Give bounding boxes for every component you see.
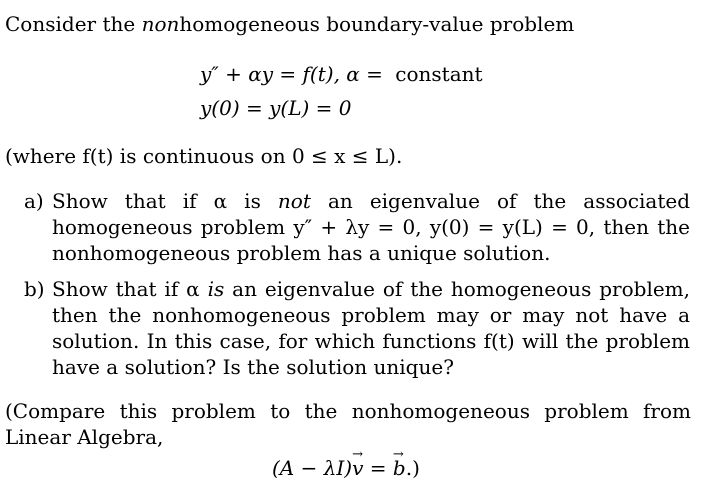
condition-line — [5, 144, 402, 168]
vector-v: → v — [352, 456, 363, 480]
part-a-label: a) — [24, 189, 44, 213]
part-a-text — [52, 188, 690, 266]
equation-1-equals: = — [366, 62, 383, 86]
compare-text — [5, 398, 691, 450]
part-b-is: is — [207, 277, 225, 301]
final-mid: = — [363, 456, 393, 480]
equation-1-lhs: y″ + αy = f(t), — [200, 62, 340, 86]
intro-italic: non — [141, 12, 180, 36]
part-a-not: not — [277, 189, 311, 213]
part-b-t3: an eigenvalue of the homogeneous problem, then the nonhomogeneous problem may or may not have a solution. In this case, for which functions f(t) will the problem have a solution? Is the solution unique? — [52, 277, 690, 379]
part-a-t1: Show that if α is — [52, 189, 278, 213]
intro-after: homogeneous boundary-value problem — [179, 12, 575, 36]
part-a-t3: an eigenvalue of the associated homogeneous problem y″ + λy = 0, y(0) = y(L) = 0, then the nonhomogeneous problem has a unique solution. — [52, 189, 690, 265]
equation-1-constant: constant — [395, 62, 483, 86]
final-end: .) — [405, 456, 420, 480]
final-equation — [272, 456, 420, 480]
part-b-text — [52, 276, 690, 380]
compare-content: (Compare this problem to the nonhomogeneous problem from Linear Algebra, — [5, 399, 691, 449]
final-left: (A − λI) — [272, 456, 353, 480]
equation-1 — [200, 62, 483, 86]
equation-2 — [200, 96, 351, 120]
vector-b: → b — [393, 456, 406, 480]
intro-line — [5, 12, 574, 36]
condition-text: (where f(t) is continuous on 0 ≤ x ≤ L). — [5, 144, 403, 168]
intro-before: Consider the — [5, 12, 142, 36]
part-b-label: b) — [24, 277, 45, 301]
equation-2-text: y(0) = y(L) = 0 — [200, 96, 352, 120]
equation-1-alpha: α — [346, 62, 360, 86]
part-b-t1: Show that if α — [52, 277, 208, 301]
